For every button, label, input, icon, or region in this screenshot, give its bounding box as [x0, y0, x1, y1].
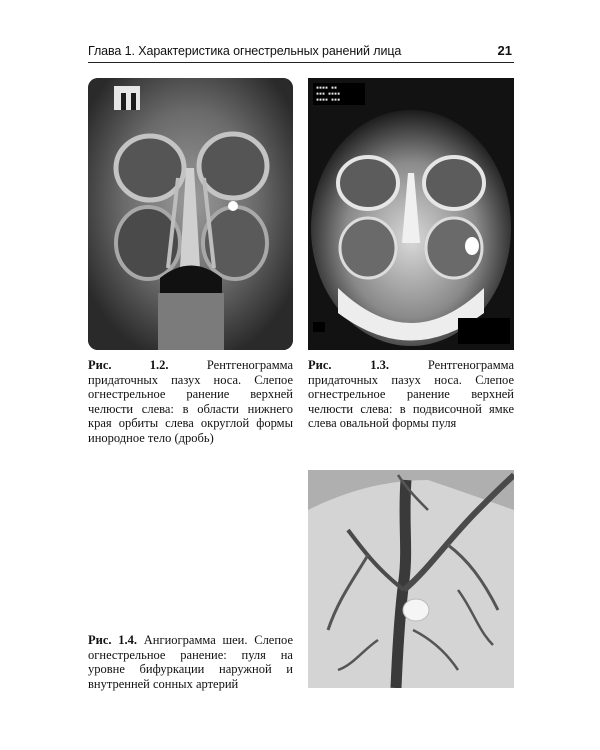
film-label-top: ▪▪▪▪ ▪▪ ▪▪▪ ▪▪▪▪ ▪▪▪▪ ▪▪▪ — [316, 85, 341, 103]
figure-caption-1-4 — [88, 633, 293, 691]
figure-label: Рис. 1.4. — [88, 633, 138, 647]
chapter-title: Глава 1. Характеристика огнестрельных ранений лица — [88, 44, 402, 58]
angiogram-image-fig-1-4 — [308, 470, 514, 688]
header-rule — [88, 62, 514, 63]
figure-label: Рис. 1.3. — [308, 358, 390, 372]
figure-label: Рис. 1.2. — [88, 358, 169, 372]
caption-text: Рентгенограмма придаточных пазух носа. Слепое огнестрельное ранение верхней челюсти слева: в области нижнего края орбиты слева округлой формы инородное тело (дробь) — [88, 358, 294, 445]
figure-caption-1-2 — [88, 358, 293, 446]
caption-text: Рентгенограмма придаточных пазух носа. Слепое огнестрельное ранение верхней челюсти слева: в подвисочной ямке слева овальной формы пуля — [308, 358, 515, 431]
caption-text: Ангиограмма шеи. Слепое огнестрельное ранение: пуля на уровне бифуркации наружной и внутренней сонных артерий — [88, 633, 293, 691]
figure-caption-1-3 — [308, 358, 514, 431]
page-number: 21 — [497, 43, 512, 58]
xray-image-fig-1-3 — [308, 78, 514, 350]
xray-image-fig-1-2 — [88, 78, 293, 350]
running-header — [88, 44, 514, 62]
